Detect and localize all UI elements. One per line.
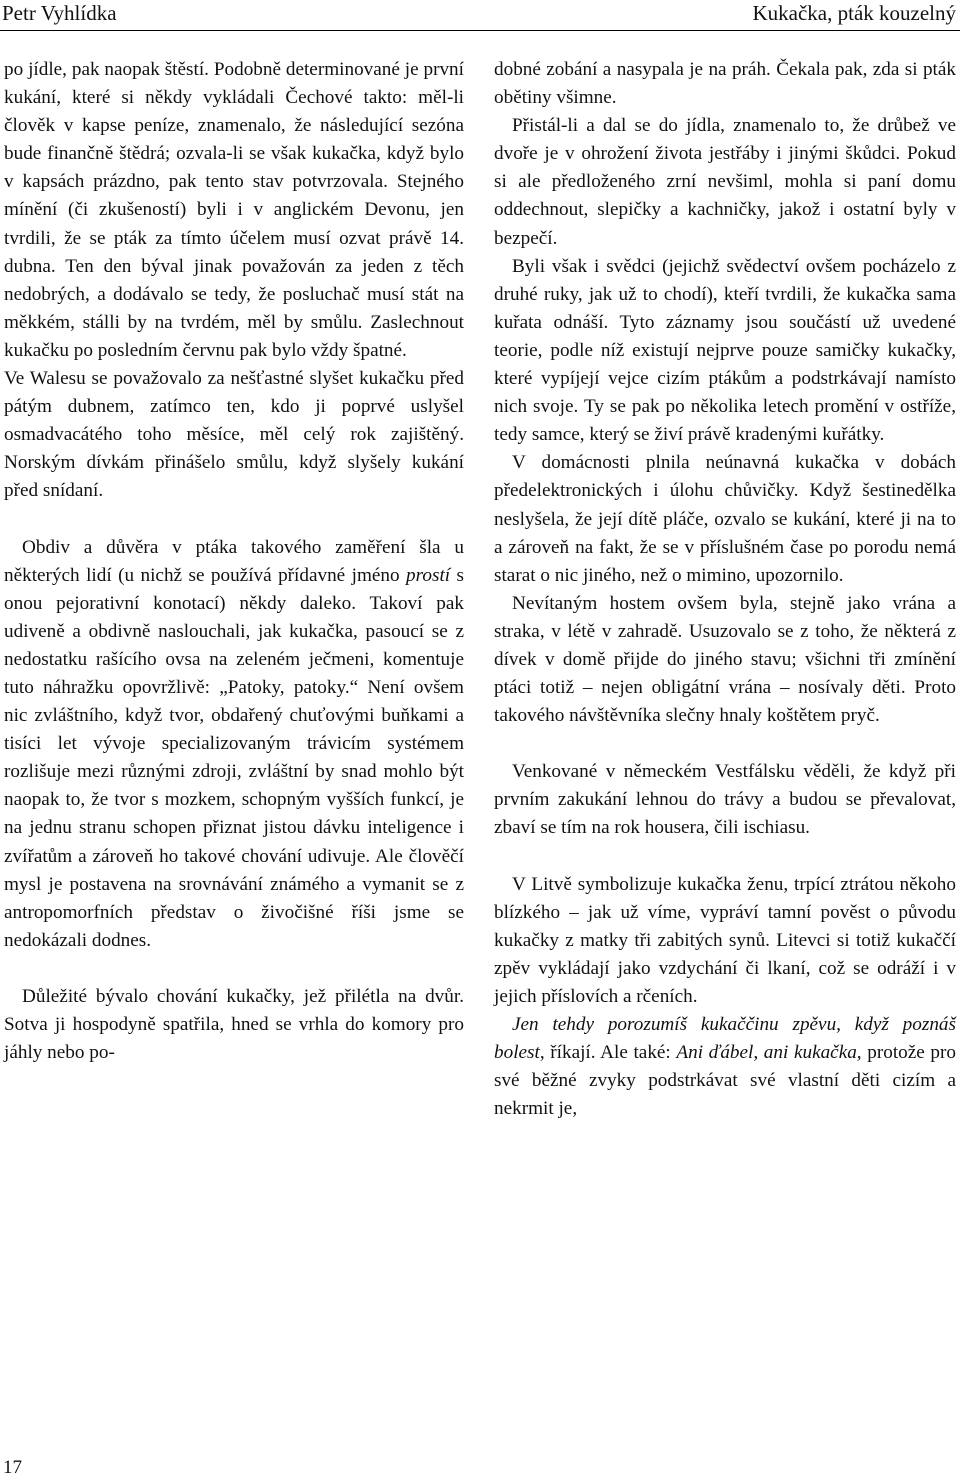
paragraph: V domácnosti plnila neúnavná kukačka v dobách předelektronických i úlohu chůvičky. Když šestinedělka neslyšela, že její dítě pláče, ozvalo se kukání, které ji na to a zároveň na fakt, že se v příslušném čase po porodu nemá starat o nic jiného, než o mimino, upozornilo.	[494, 452, 956, 586]
text-run: Obdiv a důvěra v ptáka takového zaměření šla u některých lidí (u nichž se používá přídavné jméno	[4, 536, 464, 586]
emphasis-text: Ani ďábel, ani kukačka,	[676, 1042, 862, 1064]
right-column	[494, 56, 956, 1123]
paragraph: dobné zobání a nasypala je na práh. Čekala pak, zda si pták obětiny všimne.	[494, 59, 956, 109]
paragraph: Přistál-li a dal se do jídla, znamenalo to, že drůbež ve dvoře je v ohrožení života jestřáby i jinými škůdci. Pokud si ale předloženého zrní nevšiml, mohla si paní domu oddechnout, slepičky a kachničky, jakož i ostatní byly v bezpečí.	[494, 115, 956, 249]
paragraph	[494, 1011, 956, 1123]
text-run: protože pro své běžné zvyky podstrkávat své vlastní děti cizím a nekrmit je,	[494, 1042, 956, 1120]
paragraph: Důležité bývalo chování kukačky, jež přilétla na dvůr. Sotva ji hospodyně spatřila, hned se vrhla do komory pro jáhly nebo po-	[4, 985, 464, 1064]
text-run: , říkají. Ale také:	[539, 1042, 677, 1064]
paragraph-gap	[494, 730, 956, 758]
emphasis-text: Jen tehdy porozumíš kukaččinu zpěvu, když poznáš bolest	[494, 1014, 956, 1064]
emphasis-text: prostí	[406, 564, 451, 586]
paragraph: Ve Walesu se považovalo za nešťastné slyšet kukačku před pátým dubnem, zatímco ten, kdo ji poprvé uslyšel osmadvacátého toho měsíce, měl celý rok zajištěný. Norským dívkám přinášelo smůlu, když slyšely kukání před snídaní.	[4, 368, 464, 502]
paragraph: Venkované v německém Vestfálsku věděli, že když při prvním zakukání lehnou do trávy a budou se převalovat, zbaví se tím na rok housera, čili ischiasu.	[494, 761, 956, 839]
text-run: s onou pejorativní konotací) někdy daleko. Takoví pak udiveně a obdivně naslouchali, jak kukačka, pasoucí se z nedostatku rašícího ovsa na zeleném ječmeni, komentuje tuto náhražku opovržlivě: „Patoky, patoky.“ Není ovšem nic zvláštního, když tvor, obdařený chuťovými buňkami a tisíci let vývoje specializovaným trávicím systémem rozlišuje mezi různými zdroji, zvláštní by snad mohlo být naopak to, že tvor s mozkem, schopným vyšších funkcí, je na jednu stranu schopen přiznat jistou dávku inteligence i zvířatům a zároveň ho takové chování udivuje. Ale člověčí mysl je postavena na srovnávání známého a vymanit se z antropomorfních představ o živočišné říši jsme se nedokázali dodnes.	[4, 564, 465, 951]
paragraph	[4, 534, 464, 955]
paragraph-gap	[4, 955, 464, 983]
paragraph: Nevítaným hostem ovšem byla, stejně jako vrána a straka, v létě v zahradě. Usuzovalo se z toho, že některá z dívek v domě přijde do jiného stavu; všichni tři zmínění ptáci totiž – nejen obligátní vrána – nosívaly děti. Proto takového návštěvníka slečny hnaly koštětem pryč.	[494, 592, 956, 727]
paragraph: po jídle, pak naopak štěstí. Podobně determinované je první kukání, které si někdy vykládali Čechové takto: měl-li člověk v kapse peníze, znamenalo, že následující sezóna bude finančně štědrá; ozvala-li se však kukačka, když bylo v kapsách prázdno, pak tento stav potvrzovala. Stejného mínění (či zkušeností) byli i v anglickém Devonu, jen tvrdili, že se pták za tímto účelem musí ozvat právě 14. dubna. Ten den býval jinak považován za jeden z těch nedobrých, a dodávalo se tedy, že posluchač musí stát na měkkém, stálli by na tvrdém, měl by smůlu. Zaslechnout kukačku po posledním červnu pak bylo vždy špatné.	[4, 59, 464, 361]
header-author: Petr Vyhlídka	[2, 1, 117, 25]
left-column	[4, 56, 464, 1067]
paragraph: Byli však i svědci (jejichž svědectví ovšem pocházelo z druhé ruky, jak už to chodí), kteří tvrdili, že kukačka sama kuřata odnáší. Tyto záznamy jsou součástí už uvedené teorie, podle níž existují nejprve pouze samičky kukačky, které vypíjejí vejce cizím ptákům a podstrkávají namísto nich svoje. Ty se pak po několika letech promění v ostříže, tedy samce, který se živí právě kradenými kuřátky.	[494, 255, 956, 446]
header-title: Kukačka, pták kouzelný	[752, 1, 956, 25]
page-number: 17	[3, 1457, 22, 1478]
page-header	[0, 0, 960, 31]
paragraph: V Litvě symbolizuje kukačka ženu, trpící ztrátou někoho blízkého – jak už víme, vypráví tamní pověst o původu kukačky z matky tři zabitých synů. Litevci si totiž kukaččí zpěv vykládají jako vzdychání či lkaní, což se odráží i v jejich příslovích a rčeních.	[494, 873, 956, 1007]
paragraph-gap	[494, 843, 956, 871]
paragraph-gap	[4, 506, 464, 534]
